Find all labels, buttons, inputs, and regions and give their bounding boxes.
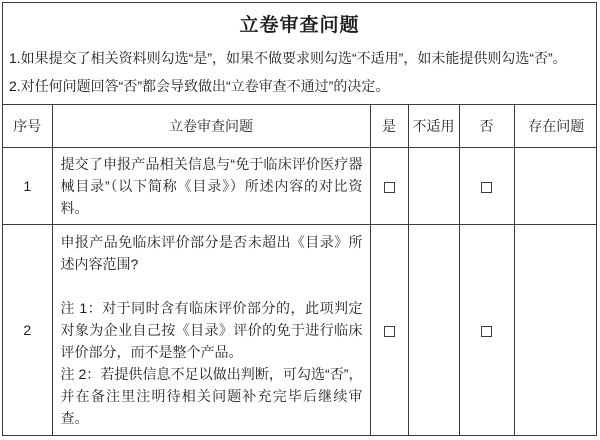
row-index: 1 — [3, 148, 52, 225]
no-checkbox-icon[interactable] — [481, 326, 492, 337]
col-header-index: 序号 — [3, 105, 52, 148]
no-cell — [459, 148, 514, 225]
issues-cell — [514, 225, 597, 436]
question-cell — [52, 225, 370, 436]
not-applicable-cell — [408, 225, 459, 436]
yes-cell — [370, 148, 408, 225]
document-page — [2, 2, 597, 436]
col-header-not-applicable: 不适用 — [408, 105, 459, 148]
question-note-2: 注 2：若提供信息不足以做出判断，可勾选“否”，并在备注里注明待相关问题补充完毕后继续审查。 — [60, 366, 363, 426]
row-index: 2 — [3, 225, 52, 436]
yes-checkbox-icon[interactable] — [384, 182, 395, 193]
table-row — [3, 148, 597, 225]
yes-checkbox-icon[interactable] — [384, 326, 395, 337]
no-cell — [459, 225, 514, 436]
instructions-block — [3, 43, 596, 104]
question-note-1: 注 1：对于同时含有临床评价部分的，此项判定对象为企业自己按《目录》评价的免于进行临床评价部分，而不是整个产品。 — [60, 300, 363, 360]
table-header-row — [3, 105, 597, 148]
page-title: 立卷审查问题 — [239, 15, 360, 36]
question-text: 提交了申报产品相关信息与“免于临床评价医疗器械目录”（以下简称《目录》）所述内容的对比资料。 — [60, 156, 363, 216]
col-header-issues: 存在问题 — [514, 105, 597, 148]
question-cell — [52, 148, 370, 225]
col-header-yes: 是 — [370, 105, 408, 148]
question-text: 申报产品免临床评价部分是否未超出《目录》所述内容范围? — [60, 234, 363, 272]
col-header-question: 立卷审查问题 — [52, 105, 370, 148]
col-header-no: 否 — [459, 105, 514, 148]
not-applicable-cell — [408, 148, 459, 225]
table-row — [3, 225, 597, 436]
issues-cell — [514, 148, 597, 225]
review-table — [3, 104, 597, 435]
yes-cell — [370, 225, 408, 436]
no-checkbox-icon[interactable] — [481, 182, 492, 193]
instruction-2: 2.对任何问题回答“否”都会导致做出“立卷审查不通过”的决定。 — [9, 78, 390, 94]
instruction-1: 1.如果提交了相关资料则勾选“是”，如果不做要求则勾选“不适用”，如未能提供则勾选“否”。 — [9, 50, 567, 66]
